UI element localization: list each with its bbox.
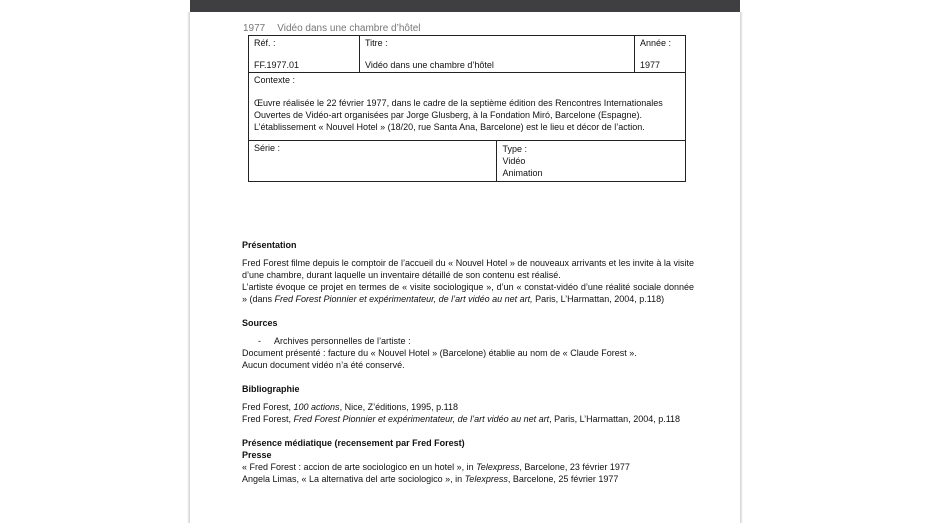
sources-bullet: - Archives personnelles de l’artiste :	[258, 336, 411, 346]
contexte-cell	[249, 73, 686, 141]
bibliographie-entry-1: Fred Forest, 100 actions, Nice, Z’éditions, 1995, p.118	[242, 402, 458, 412]
contexte-text: Œuvre réalisée le 22 février 1977, dans le cadre de la septième édition des Rencontres Internationales Ouvertes de Vidéo-art organisées par Jorge Glusberg, à la Fondation Miró, Barcelone (Espagne). L’établissement « Nouvel Hotel » (18/20, rue Santa Ana, Barcelone) est le lieu et décor de l’action.	[254, 98, 663, 132]
serie-cell	[249, 141, 497, 182]
contexte-label: Contexte :	[254, 75, 296, 85]
ref-value: FF.1977.01	[254, 60, 300, 70]
titre-label: Titre :	[365, 38, 388, 48]
ref-cell	[249, 36, 360, 73]
presse-entry-1: « Fred Forest : accion de arte sociologico en un hotel », in Telexpress, Barcelone, 23 février 1977	[242, 462, 630, 472]
type-cell	[497, 141, 686, 182]
header-year: 1977	[243, 23, 266, 34]
presse-entry-2: Angela Limas, « La alternativa del arte sociologico », in Telexpress, Barcelone, 25 février 1977	[242, 474, 619, 484]
annee-cell	[635, 36, 686, 73]
page-header	[243, 23, 421, 34]
viewer-top-bar	[190, 0, 740, 12]
type-label: Type :	[502, 144, 527, 154]
bibliographie-heading: Bibliographie	[242, 384, 300, 394]
type-value-video: Vidéo	[502, 156, 526, 166]
page-shadow-right	[740, 12, 743, 523]
sources-heading: Sources	[242, 318, 278, 328]
titre-value: Vidéo dans une chambre d’hôtel	[365, 60, 494, 70]
bibliographie-entry-2: Fred Forest, Fred Forest Pionnier et expérimentateur, de l’art vidéo au net art, Paris, L’Harmattan, 2004, p.118	[242, 414, 681, 424]
sources-line-1: Document présenté : facture du « Nouvel Hotel » (Barcelone) établie au nom de « Claude Forest ».	[242, 348, 637, 358]
sources-line-2: Aucun document vidéo n’a été conservé.	[242, 360, 405, 370]
presentation-heading: Présentation	[242, 240, 297, 250]
type-value-animation: Animation	[502, 168, 543, 178]
serie-label: Série :	[254, 143, 281, 153]
presentation-paragraph-2: L’artiste évoque ce projet en termes de « visite sociologique », d’un « constat-vidéo d’une réalité sociale donnée » (dans Fred Forest Pionnier et expérimentateur, de l’art vidéo au net art, Paris, L’Harmattan, 2004, p.118)	[242, 282, 694, 304]
document-page	[190, 12, 740, 523]
metadata-table	[248, 35, 686, 182]
annee-value: 1977	[640, 60, 661, 70]
ref-label: Réf. :	[254, 38, 276, 48]
presentation-paragraph-1: Fred Forest filme depuis le comptoir de l’accueil du « Nouvel Hotel » de nouveaux arrivants et les invite à la visite d’une chambre, durant laquelle un inventaire détaillé de son contenu est réalisé.	[242, 258, 694, 280]
presse-subheading: Presse	[242, 450, 272, 460]
header-title: Vidéo dans une chambre d’hôtel	[277, 23, 421, 34]
titre-cell	[360, 36, 635, 73]
document-body	[242, 239, 694, 485]
annee-label: Année :	[640, 38, 672, 48]
presence-heading: Présence médiatique (recensement par Fred Forest)	[242, 438, 465, 448]
